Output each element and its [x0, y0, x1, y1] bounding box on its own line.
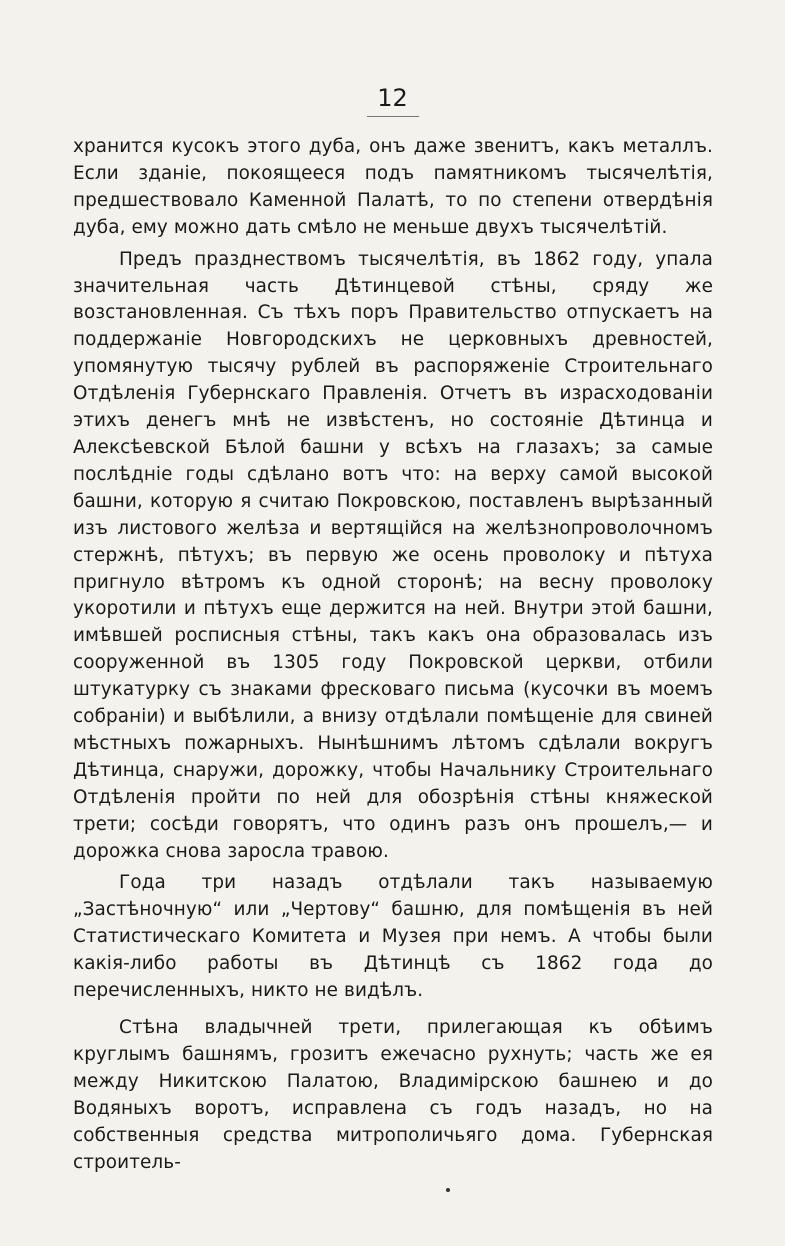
page-number-rule: [367, 116, 419, 117]
paragraph: Стѣна владычней трети, прилегающая къ обѣимъ круглымъ башнямъ, грозитъ ежечасно рухнуть; часть же ея между Никитскою Палатою, Владимірскою башнею и до Водяныхъ воротъ, исправлена съ годъ назадъ, но на собственныя средства митрополичьяго дома. Губернская строитель-: [73, 1017, 713, 1173]
paragraph: Предъ празднествомъ тысячелѣтія, въ 1862 году, упала значительная часть Дѣтинцевой стѣны, сряду же возстановленная. Съ тѣхъ поръ Правительство отпускаетъ на поддержаніе Новгородскихъ не церковныхъ древностей, упомянутую тысячу рублей въ распоряженіе Строительнаго Отдѣленія Губернскаго Правленія. Отчетъ въ израсходованіи этихъ денегъ мнѣ не извѣстенъ, но состояніе Дѣтинца и Алексѣевской Бѣлой башни у всѣхъ на глазахъ; за самые послѣдніе годы сдѣлано вотъ что: на верху самой высокой башни, которую я считаю Покровскою, поставленъ вырѣзанный изъ листового желѣза и вертящійся на желѣзнопроволочномъ стержнѣ, пѣтухъ; въ первую же осень проволоку и пѣтуха пригнуло вѣтромъ къ одной сторонѣ; на весну проволоку укоротили и пѣтухъ еще держится на ней. Внутри этой башни, имѣвшей росписныя стѣны, такъ какъ она образовалась изъ сооруженной въ 1305 году Покровской церкви, отбили штукатурку съ знаками фресковаго письма (кусочки въ моемъ собраніи) и выбѣлили, а внизу отдѣлали помѣщеніе для свиней мѣстныхъ пожарныхъ. Нынѣшнимъ лѣтомъ сдѣлали вокругъ Дѣтинца, снаружи, дорожку, чтобы Начальнику Строительнаго Отдѣленія пройти по ней для обозрѣнія стѣны княжеской трети; сосѣди говорятъ, что одинъ разъ онъ прошелъ,— и дорожка снова заросла травою.: [73, 248, 713, 862]
body-text: [73, 134, 713, 1176]
paragraph: Года три назадъ отдѣлали такъ называемую „Застѣночную“ или „Чертову“ башню, для помѣщенія въ ней Статистическаго Комитета и Музея при немъ. А чтобы были какія-либо работы въ Дѣтинцѣ съ 1862 года до перечисленныхъ, никто не видѣлъ.: [73, 872, 713, 1002]
paragraph-continuation: хранится кусокъ этого дуба, онъ даже звенитъ, какъ металлъ. Если зданіе, покоящееся подъ памятникомъ тысячелѣтія, предшествовало Каменной Палатѣ, то по степени отвердѣнія дуба, ему можно дать смѣло не меньше двухъ тысячелѣтій.: [73, 136, 713, 238]
ink-speck: [446, 1188, 450, 1192]
page-number: 12: [377, 84, 408, 112]
